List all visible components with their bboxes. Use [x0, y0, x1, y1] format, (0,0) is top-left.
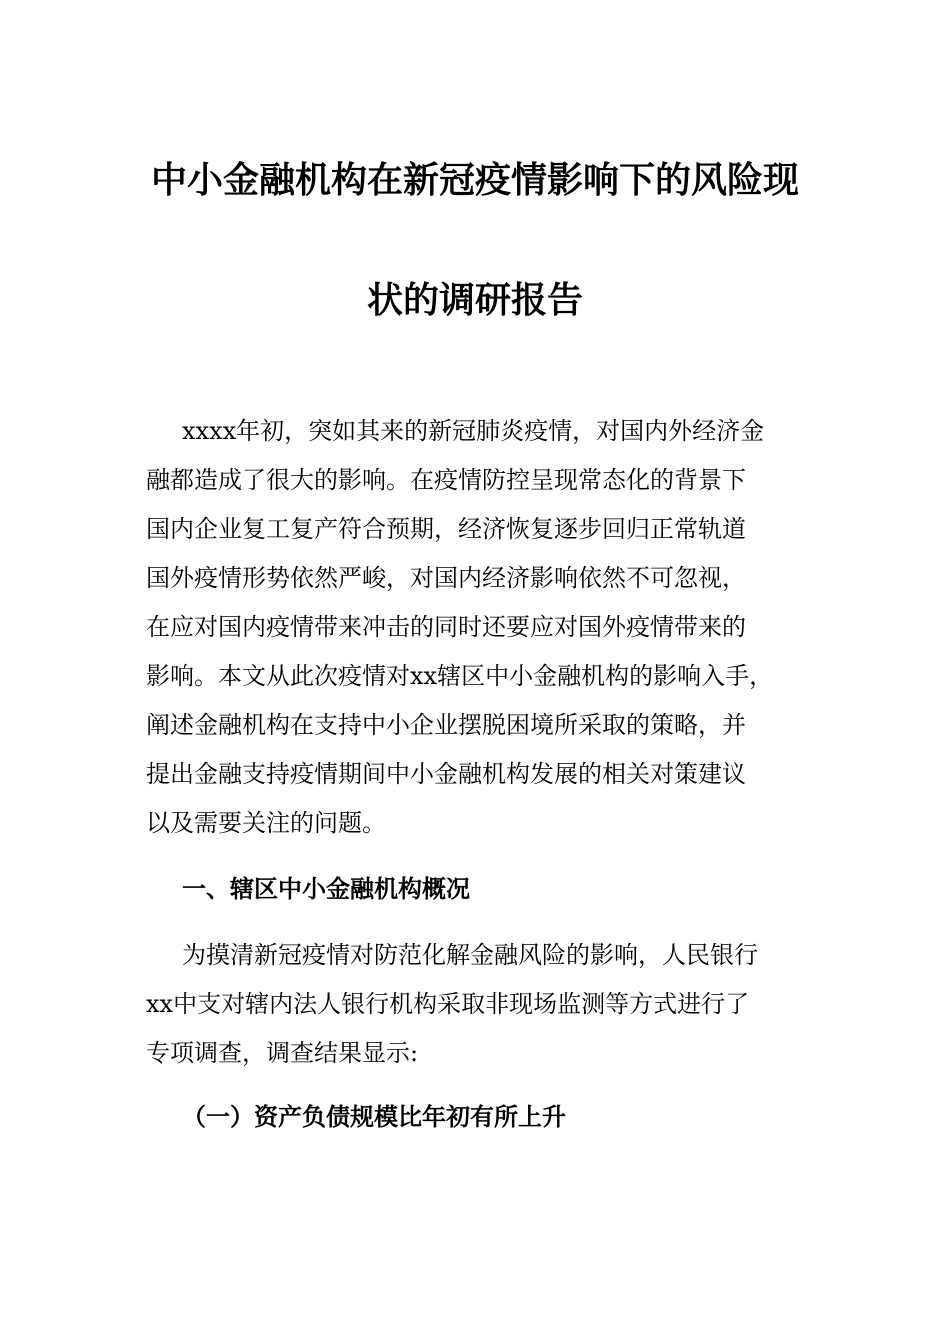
document-title-line-2: 状的调研报告 — [366, 279, 583, 321]
intro-paragraph-line: xxxx年初，突如其来的新冠肺炎疫情，对国内外经济金 — [182, 417, 765, 445]
intro-paragraph-line: 提出金融支持疫情期间中小金融机构发展的相关对策建议 — [146, 760, 746, 788]
section-heading-1: 一、辖区中小金融机构概况 — [182, 874, 470, 903]
intro-paragraph-line: 在应对国内疫情带来冲击的同时还要应对国外疫情带来的 — [146, 613, 746, 641]
section-1-paragraph-line: 专项调查，调查结果显示: — [146, 1039, 419, 1067]
intro-paragraph-line: 以及需要关注的问题。 — [146, 809, 386, 837]
intro-paragraph-line: 阐述金融机构在支持中小企业摆脱困境所采取的策略，并 — [146, 711, 746, 739]
document-title-line-1: 中小金融机构在新冠疫情影响下的风险现 — [150, 159, 799, 201]
intro-paragraph-line: 影响。本文从此次疫情对xx辖区中小金融机构的影响入手， — [146, 662, 774, 690]
intro-paragraph-line: 融都造成了很大的影响。在疫情防控呈现常态化的背景下 — [146, 466, 746, 494]
section-1-paragraph-line: xx中支对辖内法人银行机构采取非现场监测等方式进行了 — [146, 990, 750, 1018]
intro-paragraph-line: 国内企业复工复产符合预期，经济恢复逐步回归正常轨道 — [146, 515, 746, 543]
intro-paragraph-line: 国外疫情形势依然严峻，对国内经济影响依然不可忽视， — [146, 564, 746, 592]
section-1-paragraph-line: 为摸清新冠疫情对防范化解金融风险的影响，人民银行 — [182, 941, 758, 969]
subsection-heading-1: （一）资产负债规模比年初有所上升 — [182, 1102, 566, 1131]
